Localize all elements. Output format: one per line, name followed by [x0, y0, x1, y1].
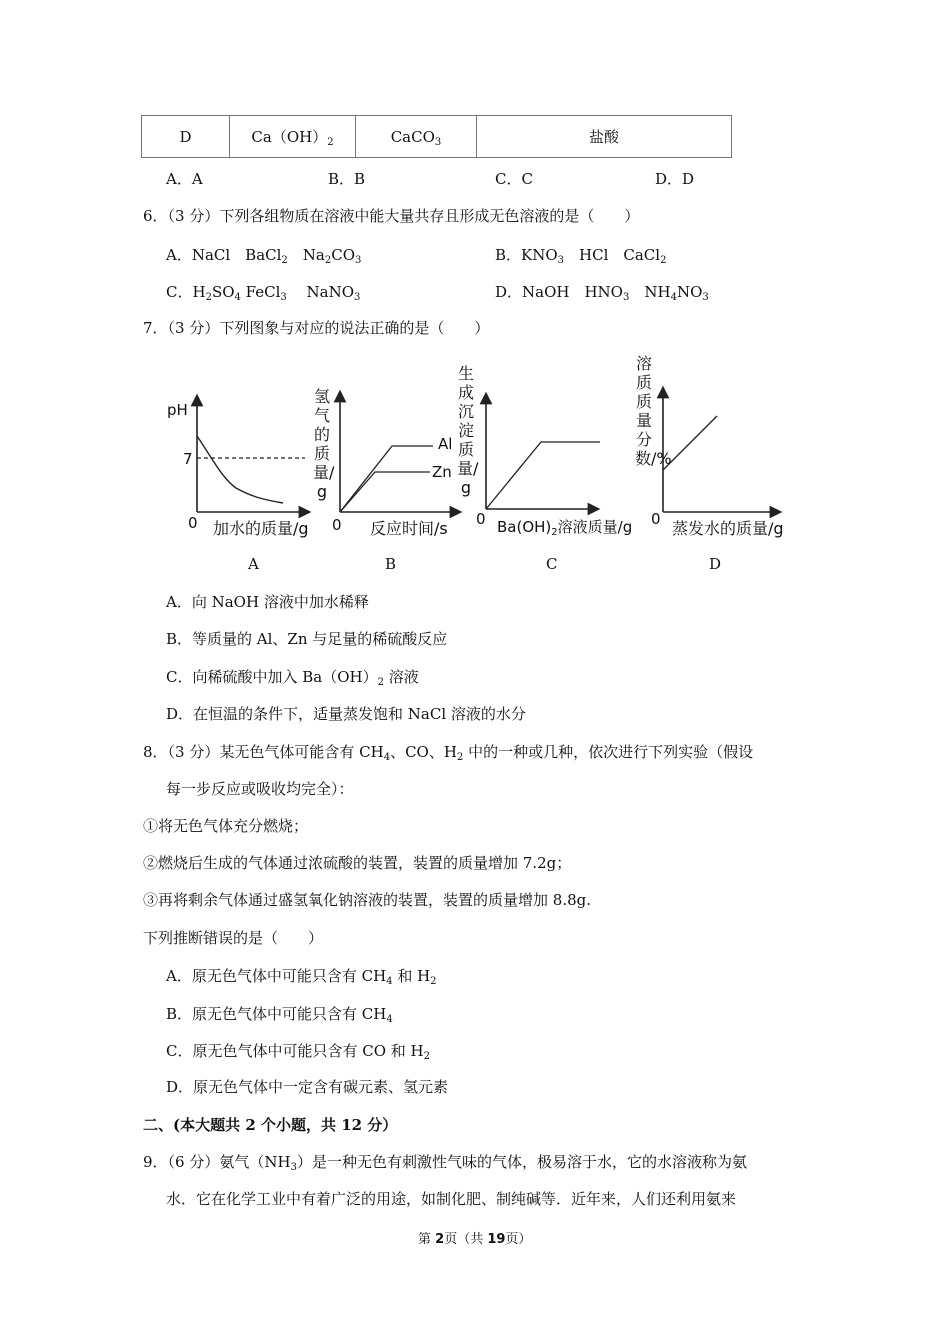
graph-d-caption: D: [709, 555, 722, 573]
graph-b-x-label: 反应时间/s: [370, 519, 448, 538]
q6-option-b: B．$KNO_3$ HCl CaCl$_2$: [495, 246, 667, 266]
graph-a-y-label: pH: [167, 401, 188, 419]
graph-a: [197, 400, 305, 512]
graph-c-origin: 0: [476, 510, 486, 528]
q9-line1: 9．（6 分）氨气$(NH_3)$是一种无色有刺激性气味的气体，极易溶于水，它的水溶液称为氨: [143, 1153, 747, 1173]
graph-c-line: [486, 442, 600, 509]
q6-option-a: A．NaCl BaCl$_2$ $Na_2CO_3$: [166, 246, 362, 266]
q8-stem-line2: 每一步反应或吸收均完全）：: [166, 780, 354, 798]
graph-c-y-label: 生成沉淀质量/g: [457, 364, 479, 497]
graph-c-caption: C: [546, 555, 558, 573]
q7-option-d: D．在恒温的条件下，适量蒸发饱和 NaCl 溶液的水分: [166, 705, 526, 723]
graph-b-line-al-label: Al: [438, 435, 453, 453]
graph-c-x-label: $Ba(OH)_2$溶液质量/g: [497, 518, 633, 538]
graph-b-line-zn-label: Zn: [432, 463, 452, 481]
graph-a-mark-7: 7: [183, 450, 193, 468]
graph-a-origin: 0: [188, 514, 198, 532]
q5-option-d: D．D: [655, 170, 695, 188]
graph-a-caption: A: [248, 555, 259, 573]
section-heading: 二、(本大题共 2 个小题，共 12 分）: [143, 1116, 398, 1134]
q8-step-1: ①将无色气体充分燃烧；: [143, 817, 309, 835]
q6-option-d: D．NaOH $HNO_3$ $NH_4NO_3$: [495, 283, 709, 303]
q8-option-c: C．原无色气体中可能只含有 CO 和 $H_2$: [166, 1042, 431, 1062]
q8-option-b: B．原无色气体中可能只含有 $CH_4$: [166, 1005, 393, 1025]
graph-d-x-label: 蒸发水的质量/g: [672, 519, 784, 538]
q8-stem-line1: 8．（3 分）某无色气体可能含有 $CH_4$、CO、$H_2$ 中的一种或几种，依次进行下列实验（假设: [143, 743, 754, 763]
q7-stem: 7．（3 分）下列图象与对应的说法正确的是（ ）: [143, 319, 490, 337]
q7-option-a: A．向 NaOH 溶液中加水稀释: [166, 593, 369, 611]
q6-option-c: C．$H_2SO_4$ FeCl$_3$ NaNO$_3$: [166, 283, 361, 303]
q7-option-b: B．等质量的 Al、Zn 与足量的稀硫酸反应: [166, 630, 448, 648]
graph-c: [486, 398, 600, 509]
q5-option-b: B．B: [328, 170, 366, 188]
graph-b-line-zn: [340, 472, 430, 512]
graph-a-curve: [197, 436, 283, 503]
q5-option-a: A．A: [166, 170, 203, 188]
q8-option-d: D．原无色气体中一定含有碳元素、氢元素: [166, 1078, 449, 1096]
q9-line2: 水．它在化学工业中有着广泛的用途，如制化肥、制纯碱等．近年来，人们还利用氨来: [166, 1190, 737, 1208]
graph-d-origin: 0: [651, 510, 661, 528]
page-footer: 第 2页（共 19页）: [418, 1232, 532, 1247]
table-cell: D: [142, 116, 230, 158]
graph-d: [663, 392, 776, 512]
table-cell: $Ca(OH)_2$: [230, 116, 356, 158]
q8-step-3: ③再将剩余气体通过盛氢氧化钠溶液的装置，装置的质量增加 8.8g.: [143, 891, 591, 909]
q6-stem: 6．（3 分）下列各组物质在溶液中能大量共存且形成无色溶液的是（ ）: [143, 207, 640, 225]
q7-option-c: C．向稀硫酸中加入 $Ba(OH)_2$ 溶液: [166, 668, 419, 688]
graph-b-caption: B: [385, 555, 397, 573]
graph-d-y-label: 溶质质量分数/%: [635, 354, 672, 468]
graph-b: [340, 396, 456, 512]
q8-option-a: A．原无色气体中可能只含有 $CH_4$ 和 $H_2$: [166, 967, 437, 987]
q8-step-2: ②燃烧后生成的气体通过浓硫酸的装置，装置的质量增加 7.2g；: [143, 854, 572, 872]
q8-ask: 下列推断错误的是（ ）: [143, 929, 324, 947]
graph-b-line-al: [340, 446, 433, 512]
graph-b-y-label: 氢气的质量/g: [313, 387, 335, 501]
graph-b-origin: 0: [332, 516, 342, 534]
graph-a-x-label: 加水的质量/g: [213, 519, 309, 538]
table-cell: 盐酸: [477, 116, 732, 158]
q5-option-c: C．C: [495, 170, 533, 188]
table-cell: CaCO$_3$: [356, 116, 477, 158]
